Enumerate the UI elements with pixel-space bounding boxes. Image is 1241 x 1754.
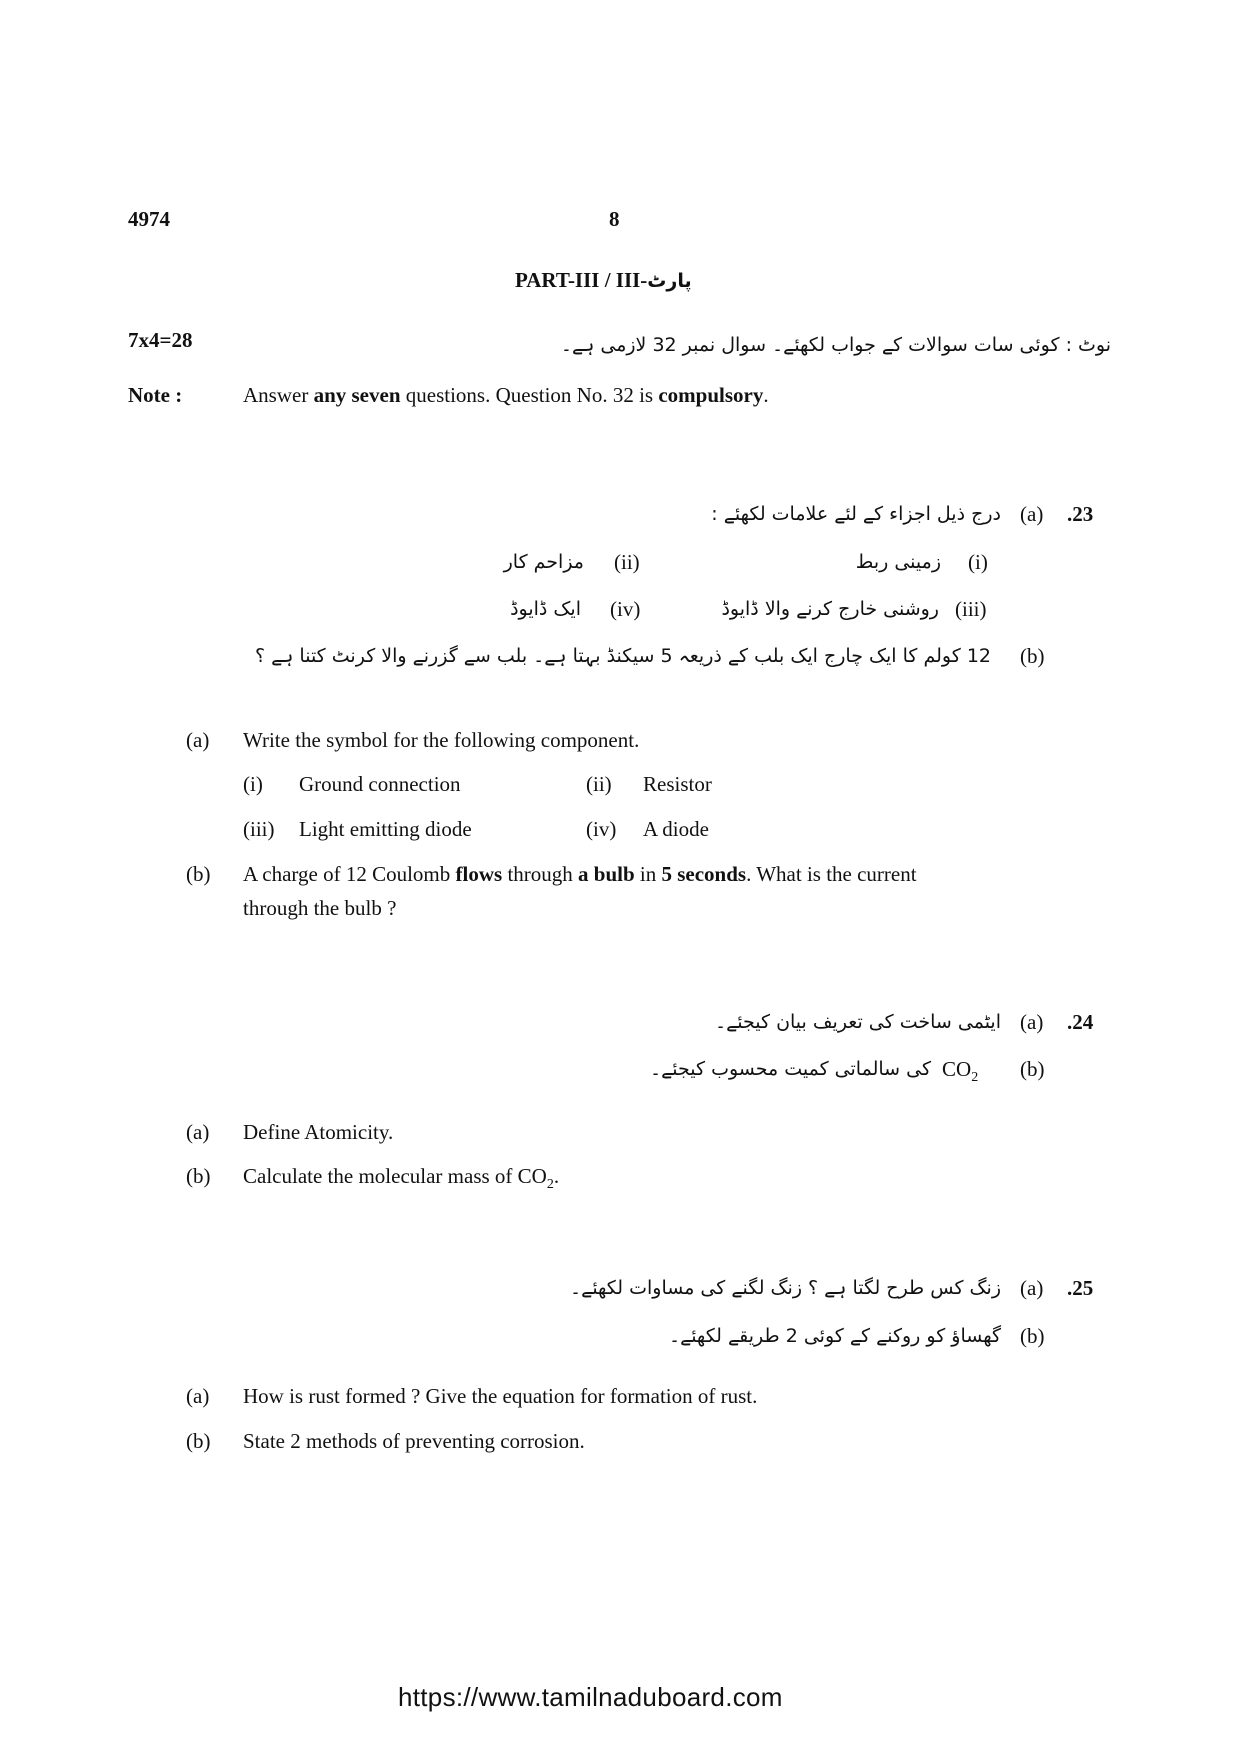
q23-en-b-end: . What is the current [746,862,917,886]
q23-en-b-bold-seconds: 5 seconds [661,862,747,886]
q23-en-i-label: (i) [243,772,263,796]
q23-en-ii-text: Resistor [643,772,712,796]
q23-en-b-mid2: in [634,862,662,886]
q24-ur-co: CO [942,1057,972,1081]
q23-ur-b-text: 12 کولم کا ایک چارج ایک بلب کے ذریعہ 5 سیکنڈ بہتا ہے۔ بلب سے گزرنے والا کرنٹ کتنا ہے ؟ [255,645,991,667]
note-urdu [561,334,1111,356]
note-label: Note : [128,383,183,407]
q24-en-b-subscript: 2 [546,1177,554,1193]
q23-ur-iii-label: (iii) [955,597,987,621]
q23-en-ii-label: (ii) [586,772,612,796]
q25-en-b-label: (b) [186,1429,211,1453]
note-end: . [763,383,769,407]
q23-ur-iii-text: روشنی خارج کرنے والا ڈایوڈ [721,598,939,620]
q23-en-i-text: Ground connection [299,772,461,796]
note-pre: Answer [243,383,314,407]
q23-en-iv-text: A diode [643,817,709,841]
q23-ur-a-text: درج ذیل اجزاء کے لئے علامات لکھئے : [711,503,1001,525]
q24-en-b-text [243,1164,559,1193]
q24-en-b-end: . [553,1164,560,1188]
q23-ur-ii-label: (ii) [614,550,640,574]
q24-ur-subscript: 2 [971,1070,979,1086]
part-title-en: PART-III / III- [515,268,648,292]
q24-en-b-main: Calculate the molecular mass of CO [243,1164,547,1188]
q23-en-iii-label: (iii) [243,817,275,841]
q23-ur-ii-text: مزاحم کار [503,551,584,573]
q25-en-a-label: (a) [186,1384,210,1408]
q24-ur-b-text: کی سالماتی کمیت محسوب کیجئے۔ [650,1058,931,1080]
q23-en-a-label: (a) [186,728,210,752]
q25-number: .25 [1067,1276,1094,1300]
q23-en-iv-label: (iv) [586,817,617,841]
paper-code: 4974 [128,207,170,231]
q23-en-b-bold-bulb: a bulb [578,862,635,886]
q25-en-a-text: How is rust formed ? Give the equation for formation of rust. [243,1384,758,1408]
q25-en-b-text: State 2 methods of preventing corrosion. [243,1429,585,1453]
part-title [515,268,692,293]
q23-en-a-text: Write the symbol for the following component. [243,728,640,752]
q23-en-b-text [243,862,917,887]
note-text [243,383,769,408]
q23-ur-iv-label: (iv) [610,597,641,621]
q23-en-b-line2: through the bulb ? [243,896,397,920]
q25-ur-a-label: (a) [1020,1276,1044,1300]
q23-en-b-mid1: through [502,862,579,886]
note-bold-any-seven: any seven [313,383,401,407]
page-number: 8 [609,207,620,231]
q23-en-b-pre: A charge of 12 Coulomb [243,862,456,886]
q25-ur-b-label: (b) [1020,1324,1045,1348]
part-title-ur: پارٹ [647,270,692,292]
q24-ur-b-formula [942,1057,978,1086]
q23-en-b-label: (b) [186,862,211,886]
q23-en-iii-text: Light emitting diode [299,817,472,841]
footer-url[interactable]: https://www.tamilnaduboard.com [398,1682,783,1712]
note-urdu-label: نوٹ : [1065,334,1111,356]
q25-ur-a-text: زنگ کس طرح لگتا ہے ؟ زنگ لگنے کی مساوات لکھئے۔ [570,1277,1001,1299]
note-bold-compulsory: compulsory [658,383,764,407]
q23-number: .23 [1067,502,1094,526]
q24-number: .24 [1067,1010,1094,1034]
q24-ur-a-label: (a) [1020,1010,1044,1034]
q23-ur-b-label: (b) [1020,644,1045,668]
q23-ur-a-label: (a) [1020,502,1044,526]
q25-ur-b-text: گھساؤ کو روکنے کے کوئی 2 طریقے لکھئے۔ [668,1325,1001,1347]
q23-ur-i-label: (i) [968,550,988,574]
q24-en-a-text: Define Atomicity. [243,1120,394,1144]
q24-ur-b-label: (b) [1020,1057,1045,1081]
note-urdu-text: کوئی سات سوالات کے جواب لکھئے۔ سوال نمبر 32 لازمی ہے۔ [560,334,1060,356]
q24-en-a-label: (a) [186,1120,210,1144]
marks: 7x4=28 [128,328,193,352]
q24-en-b-label: (b) [186,1164,211,1188]
q23-ur-iv-text: ایک ڈایوڈ [510,598,581,620]
q23-en-b-bold-flows: flows [455,862,503,886]
q24-ur-a-text: ایٹمی ساخت کی تعریف بیان کیجئے۔ [714,1011,1001,1033]
q23-ur-i-text: زمینی ربط [855,551,941,573]
note-mid: questions. Question No. 32 is [400,383,659,407]
